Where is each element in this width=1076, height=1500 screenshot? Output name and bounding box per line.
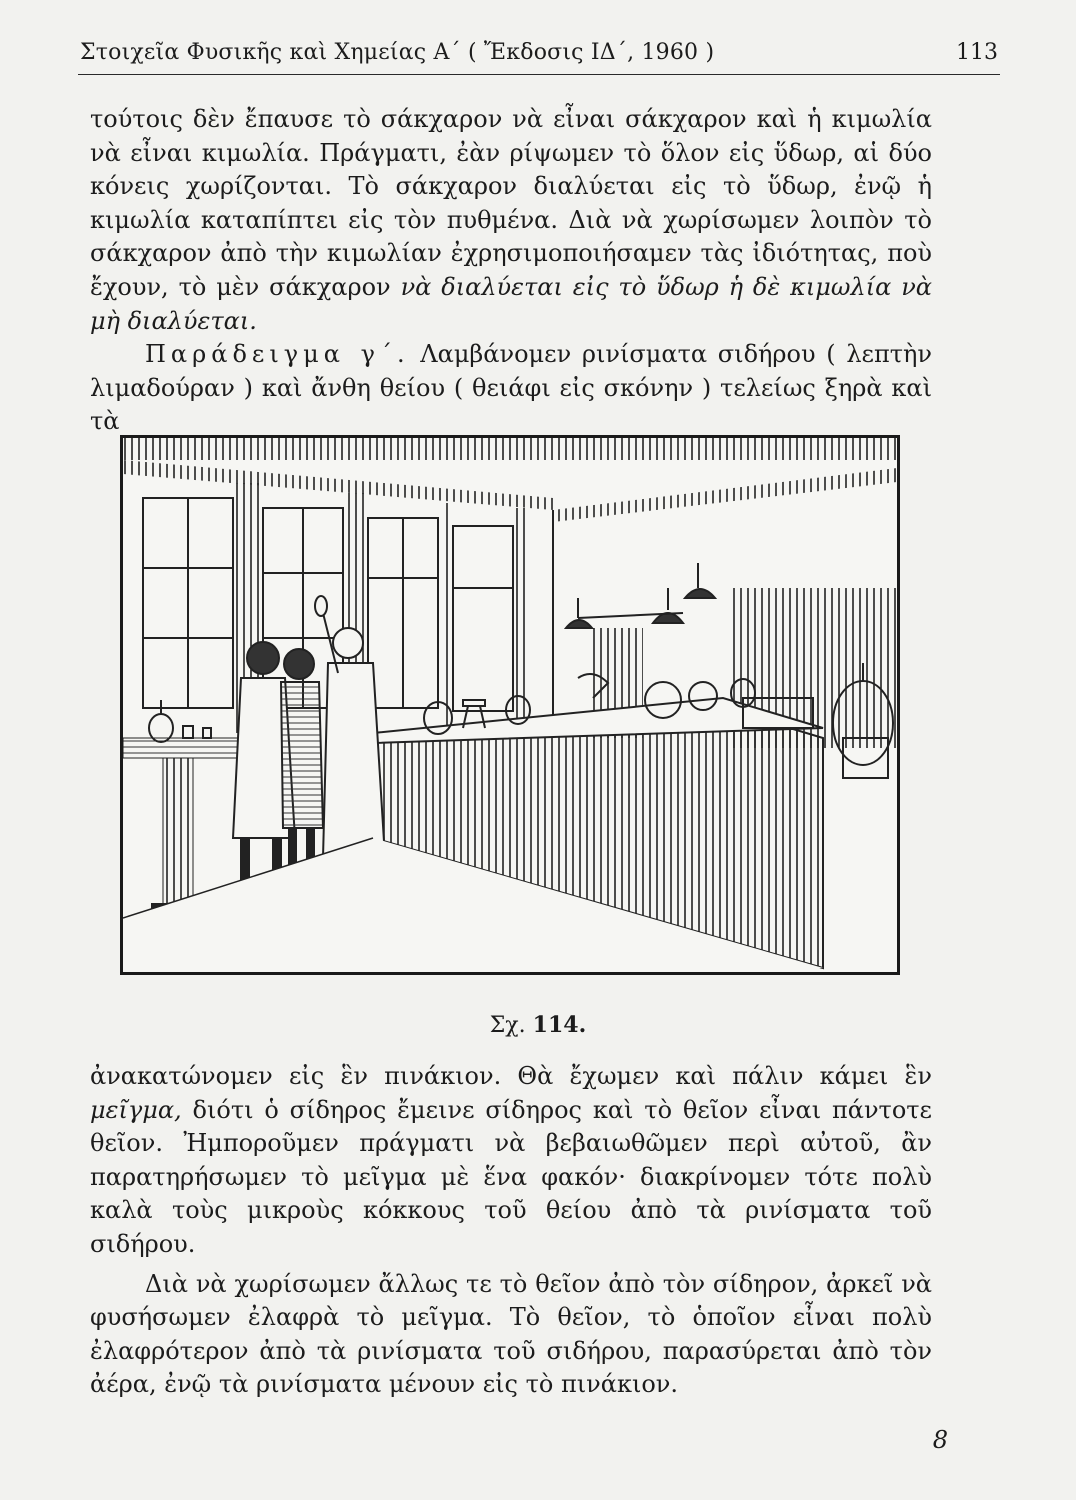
ceiling-beam	[123, 438, 897, 460]
running-header	[78, 38, 1000, 75]
caption-number: 114.	[532, 1012, 587, 1038]
paragraph-text: διότι ὁ σίδηρος ἔμεινε σίδηρος καὶ τὸ θεῖον εἶναι πάντοτε θεῖον. Ἠμποροῦμεν πράγματι νὰ βεβαιωθῶμεν περὶ αὐτοῦ, ἂν παρατηρήσωμεν τὸ μεῖγμα μὲ ἕνα φακόν· διακρίνομεν τότε πολὺ καλὰ τοὺς μικροὺς κόκκους τοῦ θείου ἀπὸ τὰ ρινίσματα τοῦ σιδήρου.	[90, 1095, 932, 1258]
hanging-lamps	[566, 563, 715, 628]
emphasized-text: νὰ διαλύεται εἰς τὸ ὕδωρ ἡ δὲ κιμωλία νὰ μὴ διαλύεται.	[90, 272, 933, 335]
paragraph-text: ἀνακατώνομεν εἰς ἓν πινάκιον. Θὰ ἔχωμεν καὶ πάλιν κάμει ἓν	[90, 1062, 932, 1090]
running-title: Στοιχεῖα Φυσικῆς καὶ Χημείας Α΄ ( Ἔκδοσις ΙΔ΄, 1960 )	[80, 40, 715, 65]
example-label: Παράδειγμα γ΄.	[145, 340, 410, 369]
caption-prefix: Σχ.	[489, 1013, 526, 1038]
signature-mark: 8	[932, 1426, 948, 1454]
window-bench	[123, 738, 243, 758]
paragraph-example-c	[90, 338, 932, 439]
specimen-stand	[163, 758, 193, 908]
paragraph-sugar-chalk	[90, 103, 932, 338]
laboratory-drawing	[123, 438, 897, 972]
bench-bottles-left	[149, 700, 211, 742]
pillar	[441, 503, 453, 733]
paragraph-text: τούτοις δὲν ἔπαυσε τὸ σάκχαρον νὰ εἶναι σάκχαρον καὶ ἡ κιμωλία νὰ εἶναι κιμωλία. Πράγματι, ἐὰν ρίψωμεν τὸ ὅλον εἰς ὕδωρ, αἱ δύο κόνεις χωρίζονται. Τὸ σάκχαρον διαλύεται εἰς τὸ ὕδωρ, ἐνῷ ἡ κιμωλία καταπίπτει εἰς τὸν πυθμένα. Διὰ νὰ χωρίσωμεν λοιπὸν τὸ σάκχαρον ἀπὸ τὴν κιμωλίαν ἐχρησιμοποιήσαμεν τὰς ἰδιότητας, ποὺ ἔχουν, τὸ μὲν σάκχαρον	[90, 105, 932, 301]
paragraph-text: Λαμβάνομεν ρινίσματα σιδήρου ( λεπτὴν λιμαδούραν ) καὶ ἄνθη θείου ( θειάφι εἰς σκόνην ) τελείως ξηρὰ καὶ τὰ	[90, 340, 932, 436]
paragraph-iron-sulfur-mixture	[90, 1060, 932, 1262]
body-text-top	[90, 103, 932, 439]
laboratory-illustration	[120, 435, 900, 975]
page-number: 113	[956, 40, 998, 65]
paragraph-separation: Διὰ νὰ χωρίσωμεν ἄλλως τε τὸ θεῖον ἀπὸ τὸν σίδηρον, ἀρκεῖ νὰ φυσήσωμεν ἐλαφρὰ τὸ μεῖγμα. Τὸ θεῖον, τὸ ὁποῖον εἶναι πολὺ ἐλαφρότερον ἀπὸ τὰ ρινίσματα τοῦ σιδήρου, παρασύρεται ἀπὸ τὸν ἀέρα, ἐνῷ τὰ ρινίσματα μένουν εἰς τὸ πινάκιον.	[90, 1269, 932, 1399]
ceiling-beam-right	[553, 468, 897, 522]
emphasized-text: μεῖγμα,	[90, 1095, 182, 1124]
figure-caption	[0, 1012, 1076, 1038]
body-text-bottom	[90, 1060, 932, 1402]
